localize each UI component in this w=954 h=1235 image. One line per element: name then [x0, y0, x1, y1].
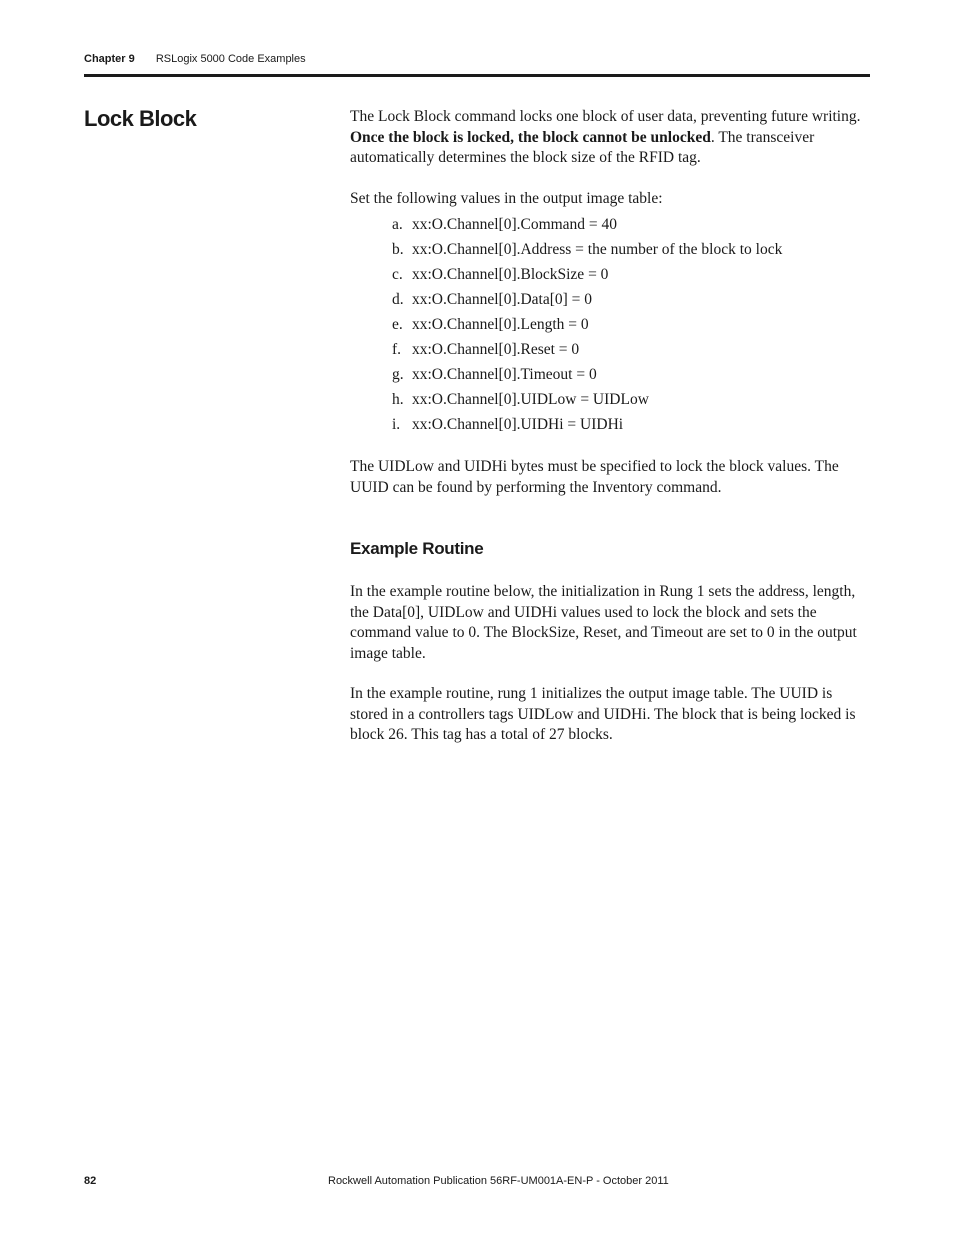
list-marker: e. — [392, 316, 403, 333]
list-marker: d. — [392, 291, 404, 308]
list-item — [392, 312, 872, 337]
chapter-title: RSLogix 5000 Code Examples — [155, 53, 306, 65]
list-marker: c. — [392, 266, 403, 283]
section-title: Lock Block — [84, 106, 197, 131]
list-item — [392, 337, 872, 362]
header-rule — [84, 74, 870, 77]
list-marker: g. — [392, 366, 404, 383]
list-item-text: xx:O.Channel[0].Data[0] = 0 — [412, 291, 593, 308]
list-item — [392, 387, 872, 412]
intro-paragraph — [350, 107, 872, 169]
example-paragraph-1: In the example routine below, the initialization in Rung 1 sets the address, length, the Data[0], UIDLow and UIDHi values used to lock the block and sets the command value to 0. The BlockSize, Reset, and Timeout are set to 0 in the output image table. — [350, 583, 857, 662]
list-item-text: xx:O.Channel[0].Command = 40 — [412, 216, 618, 233]
list-item-text: xx:O.Channel[0].UIDHi = UIDHi — [412, 416, 624, 433]
list-item-text: xx:O.Channel[0].Timeout = 0 — [412, 366, 597, 383]
list-marker: f. — [392, 341, 402, 358]
output-values-list — [350, 212, 872, 437]
chapter-label: Chapter 9 — [84, 53, 135, 65]
list-item — [392, 212, 872, 237]
list-item — [392, 412, 872, 437]
example-routine-heading: Example Routine — [350, 539, 484, 558]
list-item-text: xx:O.Channel[0].Length = 0 — [412, 316, 589, 333]
list-item — [392, 237, 872, 262]
page-number: 82 — [84, 1175, 97, 1187]
publication-footer: Rockwell Automation Publication 56RF-UM001A-EN-P - October 2011 — [328, 1175, 669, 1187]
list-marker: h. — [392, 391, 404, 408]
intro-text-1: The Lock Block command locks one block of user data, preventing future writing. — [350, 108, 861, 125]
intro-bold-warning: Once the block is locked, the block cannot be unlocked — [350, 128, 711, 146]
list-item-text: xx:O.Channel[0].BlockSize = 0 — [412, 266, 609, 283]
list-item — [392, 287, 872, 312]
list-marker: a. — [392, 216, 403, 233]
list-item — [392, 262, 872, 287]
list-item — [392, 362, 872, 387]
list-marker: b. — [392, 241, 404, 258]
list-marker: i. — [392, 416, 401, 433]
example-paragraph-2: In the example routine, rung 1 initializes the output image table. The UUID is stored in a controllers tags UIDLow and UIDHi. The block that is being locked is block 26. This tag has a total of 27 blocks. — [350, 685, 856, 743]
main-content — [350, 107, 872, 766]
list-item-text: xx:O.Channel[0].Reset = 0 — [412, 341, 580, 358]
list-item-text: xx:O.Channel[0].UIDLow = UIDLow — [412, 391, 649, 408]
set-values-instruction: Set the following values in the output image table: — [350, 189, 663, 207]
uid-note-paragraph: The UIDLow and UIDHi bytes must be specified to lock the block values. The UUID can be found by performing the Inventory command. — [350, 458, 839, 496]
intro-text-2: . The transceiver automatically determines the block size of the RFID tag. — [350, 128, 815, 166]
list-item-text: xx:O.Channel[0].Address = the number of the block to lock — [412, 241, 783, 258]
running-header — [84, 53, 306, 65]
